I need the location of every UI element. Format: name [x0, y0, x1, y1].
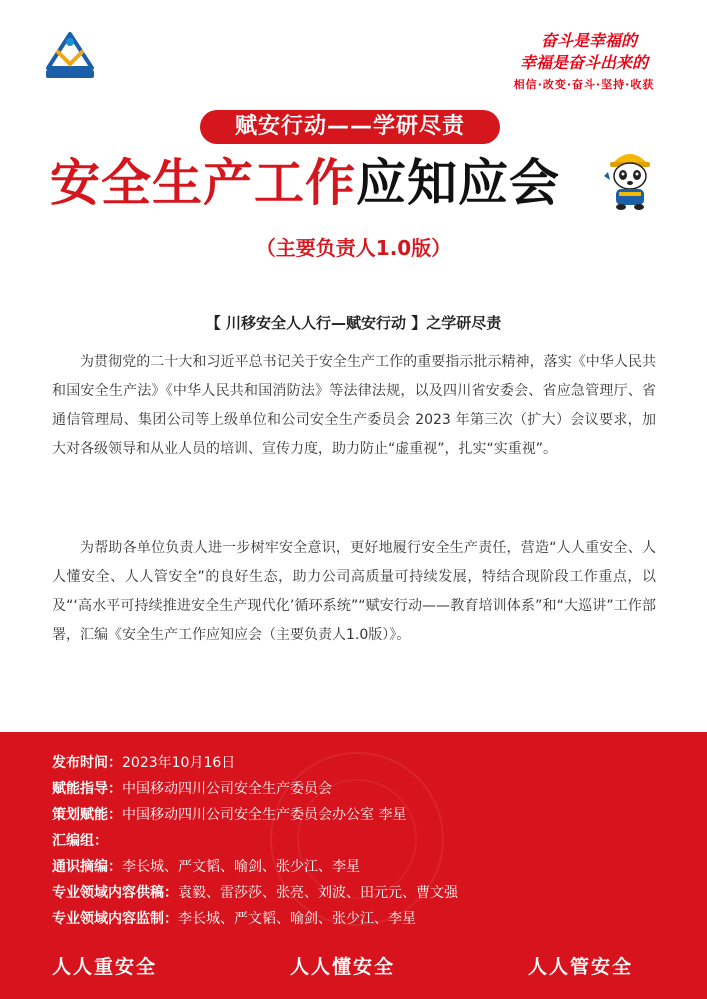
credit-row-planning — [52, 802, 672, 828]
version-subtitle: （主要负责人1.0版） — [255, 236, 452, 260]
section-subtitle: 【 川移安全人人行—赋安行动 】之学研尽责 — [205, 314, 502, 332]
campaign-title-pill: 赋安行动——学研尽责 — [200, 110, 500, 144]
credit-label: 赋能指导： — [52, 781, 122, 797]
slogan-line-2: 幸福是奋斗出来的 — [519, 53, 648, 72]
credit-row-publish-date — [52, 750, 672, 776]
page-title-red-part: 安全生产工作 — [50, 154, 356, 212]
slogan-line-1: 奋斗是幸福的 — [540, 31, 637, 50]
credit-label: 通识摘编： — [52, 859, 122, 875]
credit-value: 中国移动四川公司安全生产委员会办公室 李星 — [122, 807, 407, 823]
credit-label: 汇编组： — [52, 833, 108, 849]
credit-label: 策划赋能： — [52, 807, 122, 823]
credit-value: 李长城、严文韬、喻剑、张少江、李星 — [178, 911, 416, 927]
credit-label: 专业领域内容监制： — [52, 911, 178, 927]
slogan-line-3: 相信·改变·奋斗·坚持·收获 — [513, 78, 655, 91]
credit-value: 2023年10月16日 — [122, 755, 236, 771]
company-logo — [30, 30, 110, 96]
credit-row-guidance — [52, 776, 672, 802]
slogan-block — [499, 30, 669, 92]
credits-list — [52, 750, 672, 932]
credit-row-general-editing — [52, 854, 672, 880]
intro-paragraph-1: 为贯彻党的二十大和习近平总书记关于安全生产工作的重要指示批示精神，落实《中华人民共和国安全生产法》《中华人民共和国消防法》等法律法规，以及四川省安委会、省应急管理厅、省通信管理局、集团公司等上级单位和公司安全生产委员会 2023 年第三次（扩大）会议要求，加大对各级领导和从业人员的培训、宣传力度，助力防止“虚重视”，扎实“实重视”。 — [52, 354, 656, 457]
credit-row-content-supervision — [52, 906, 672, 932]
motto-1: 人人重安全 — [52, 956, 158, 978]
motto-3: 人人管安全 — [528, 956, 634, 978]
credits-footer — [0, 732, 707, 999]
safety-motto-bar — [0, 952, 707, 984]
credit-value: 袁毅、雷莎莎、张亮、刘波、田元元、曹文强 — [178, 885, 458, 901]
motto-2: 人人懂安全 — [290, 956, 396, 978]
page-title — [50, 148, 610, 218]
credit-row-compile-group — [52, 828, 672, 854]
credit-value: 中国移动四川公司安全生产委员会 — [122, 781, 332, 797]
panda-mascot-icon — [602, 142, 658, 210]
credit-row-content-contributors — [52, 880, 672, 906]
page-title-black-part: 应知应会 — [356, 154, 560, 212]
logo-mark-icon — [40, 30, 100, 80]
credit-label: 发布时间： — [52, 755, 122, 771]
intro-paragraph-2: 为帮助各单位负责人进一步树牢安全意识，更好地履行安全生产责任，营造“人人重安全、人人懂安全、人人管安全”的良好生态，助力公司高质量可持续发展，特结合现阶段工作重点，以及“‘高水平可持续推进安全生产现代化’循环系统”“赋安行动——教育培训体系”和“大巡讲”工作部署，汇编《安全生产工作应知应会（主要负责人1.0版）》。 — [52, 540, 656, 643]
credit-value: 李长城、严文韬、喻剑、张少江、李星 — [122, 859, 360, 875]
credit-label: 专业领域内容供稿： — [52, 885, 178, 901]
logo-text: 川移安全人人行 — [42, 83, 98, 92]
